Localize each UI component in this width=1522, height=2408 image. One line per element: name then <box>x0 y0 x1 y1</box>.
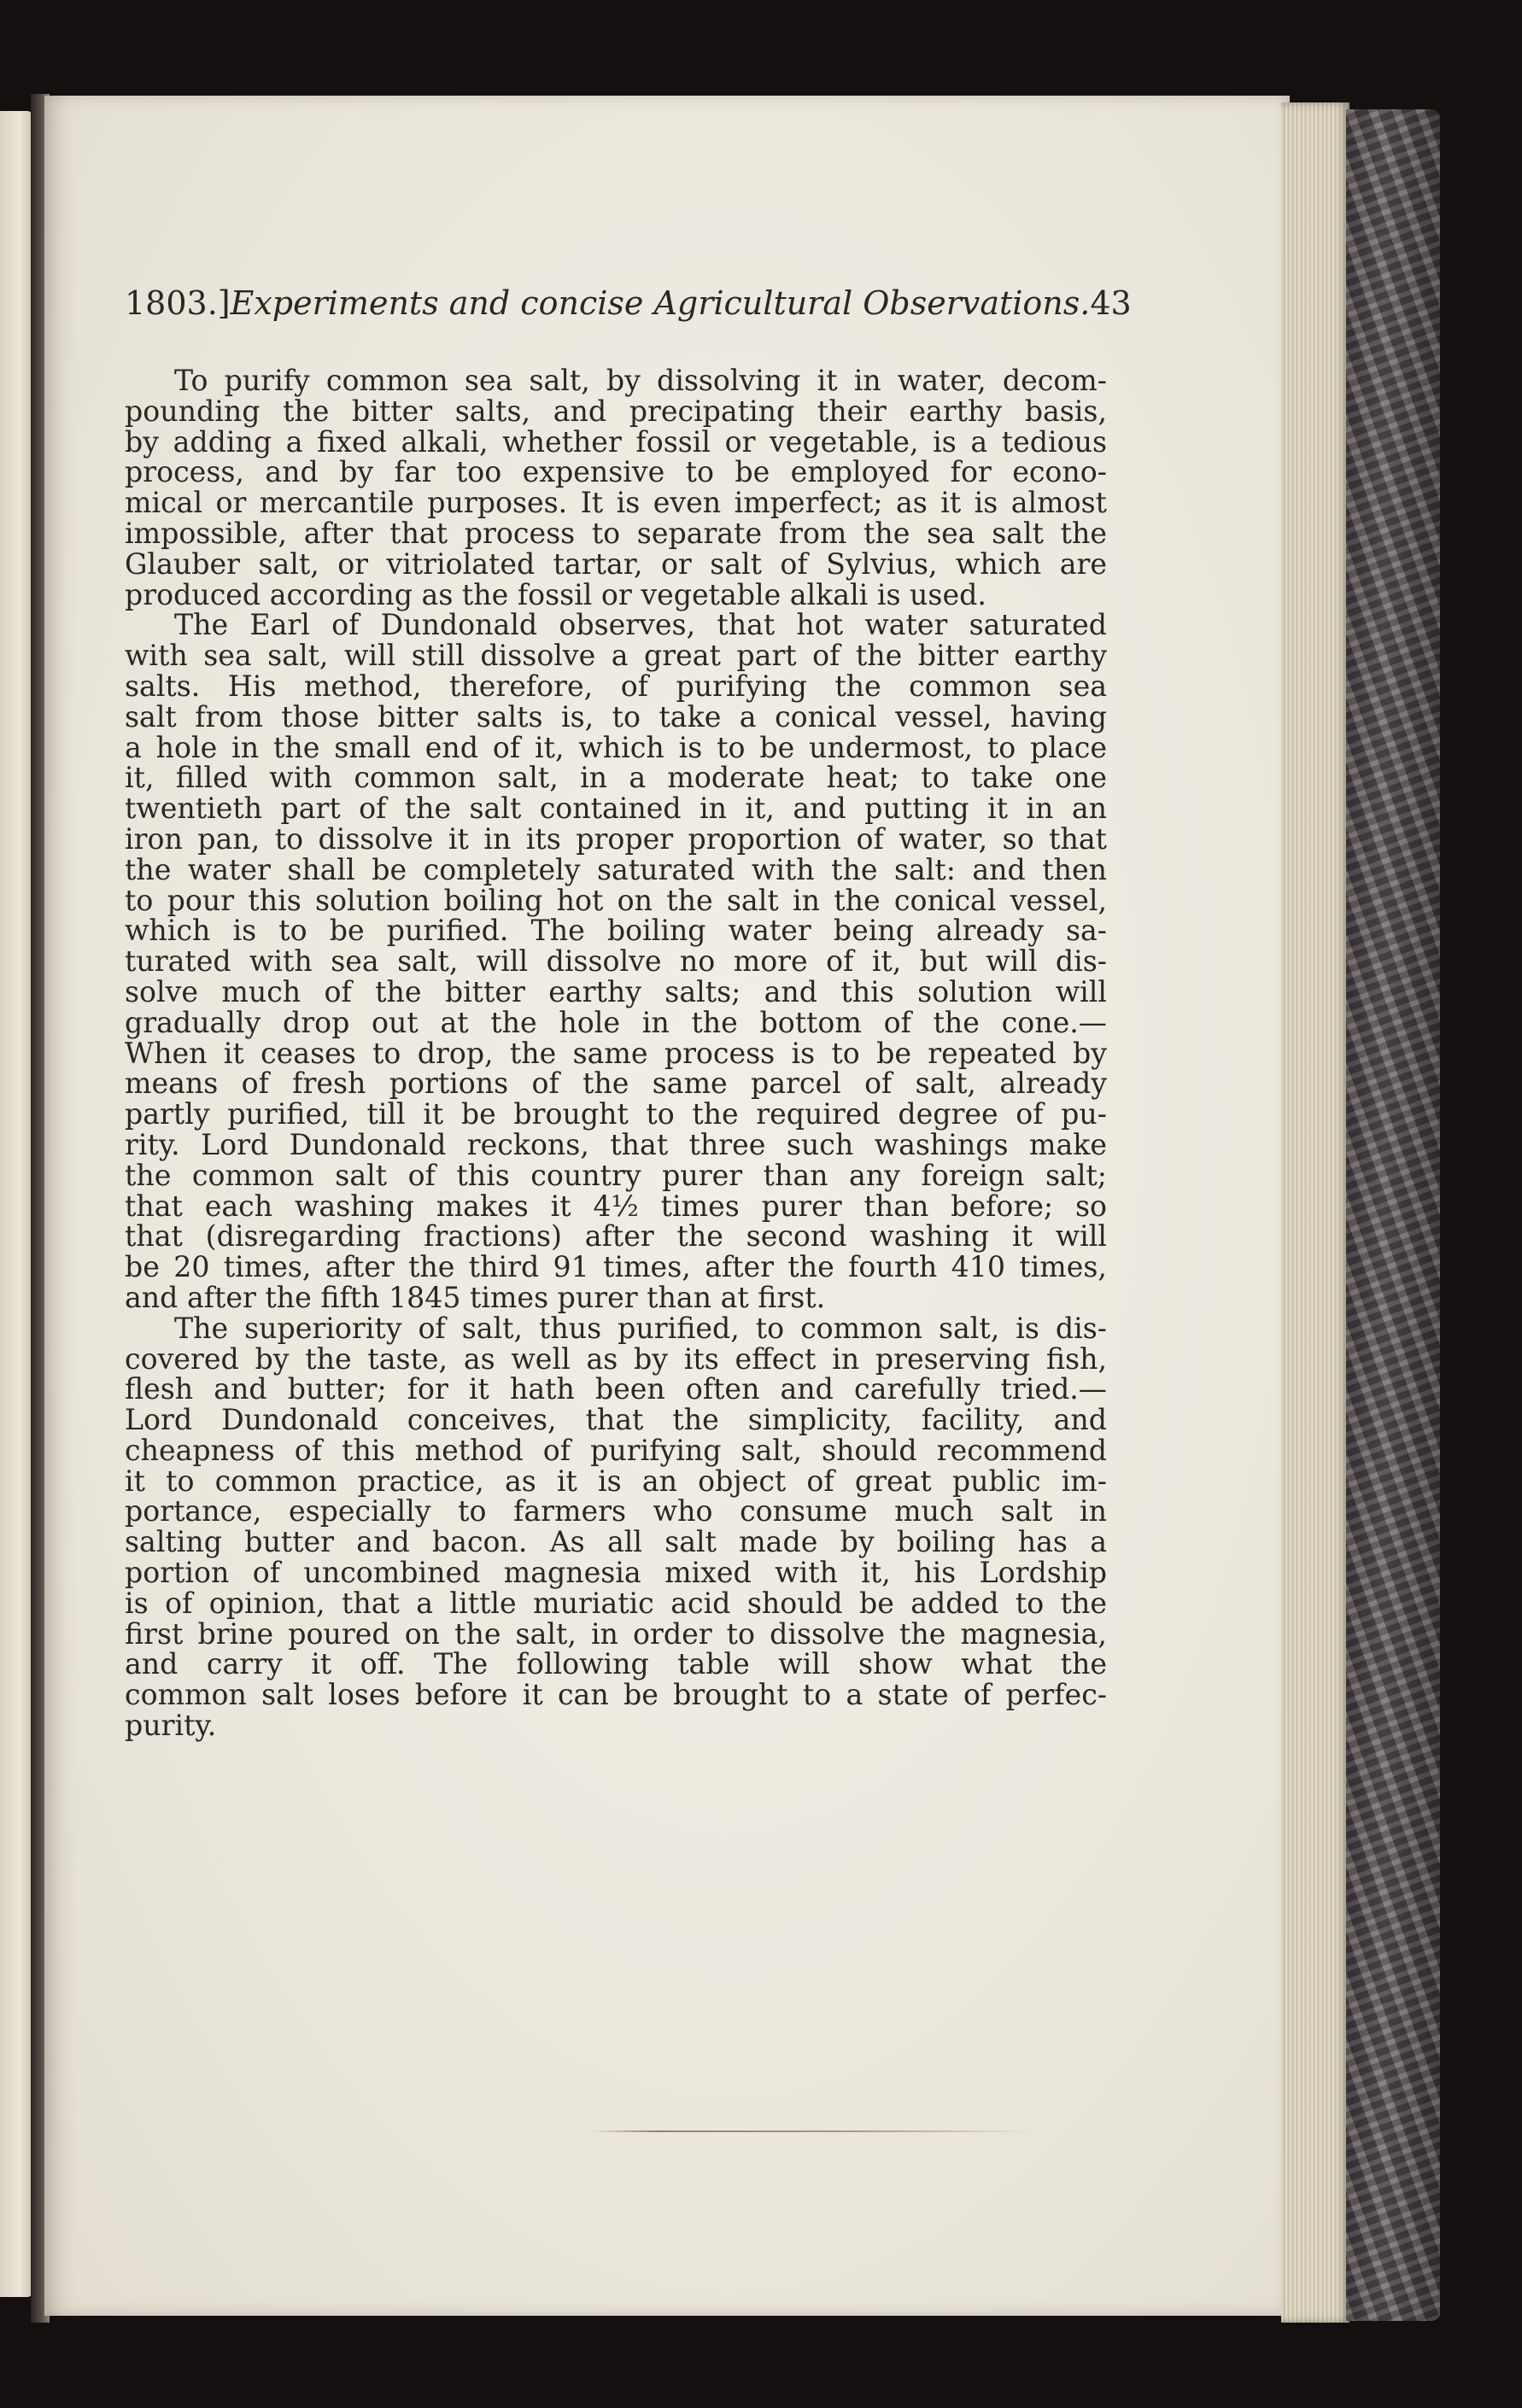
text-line: and after the fifth 1845 times purer than at first. <box>125 1280 826 1314</box>
text-line: common salt loses before it can be brought to a state of perfec- <box>125 1678 1107 1712</box>
marbled-cover-edge <box>1346 109 1440 2321</box>
text-line: that (disregarding fractions) after the second washing it will <box>125 1219 1107 1254</box>
text-line: iron pan, to dissolve it in its proper proportion of water, so that <box>125 821 1107 856</box>
text-line: a hole in the small end of it, which is to be undermost, to place <box>125 730 1107 764</box>
running-head-year: 1803.] <box>125 284 231 322</box>
text-line: twentieth part of the salt contained in it, and putting it in an <box>125 792 1107 826</box>
text-line: salt from those bitter salts is, to take a conical vessel, having <box>125 699 1107 734</box>
text-line: first brine poured on the salt, in order to dissolve the magnesia, <box>125 1616 1107 1651</box>
text-line: process, and by far too expensive to be employed for econo- <box>125 455 1107 489</box>
footer-rule <box>589 2130 1033 2132</box>
page-text <box>125 282 1132 1743</box>
text-line: rity. Lord Dundonald reckons, that three such washings make <box>125 1127 1107 1161</box>
text-line: mical or mercantile purposes. It is even imperfect; as it is almost <box>125 486 1107 520</box>
text-line: pounding the bitter salts, and precipating their earthy basis, <box>125 394 1107 428</box>
text-line: is of opinion, that a little muriatic acid should be added to the <box>125 1586 1107 1620</box>
running-head-title: Experiments and concise Agricultural Observations. <box>230 284 1091 322</box>
page-edges <box>1281 102 1349 2323</box>
text-line: with sea salt, will still dissolve a great part of the bitter earthy <box>125 639 1107 673</box>
text-line: by adding a fixed alkali, whether fossil or vegetable, is a tedious <box>125 424 1107 459</box>
text-line: means of fresh portions of the same parcel of salt, already <box>125 1067 1107 1101</box>
text-line: it to common practice, as it is an object of great public im- <box>125 1464 1107 1498</box>
text-line: partly purified, till it be brought to the required degree of pu- <box>125 1097 1107 1131</box>
text-line: the water shall be completely saturated with the salt: and then <box>125 852 1107 886</box>
page-number: 43 <box>1090 284 1132 322</box>
text-line: purity. <box>125 1709 217 1743</box>
text-line: flesh and butter; for it hath been often and carefully tried.— <box>125 1372 1107 1406</box>
text-line: which is to be purified. The boiling water being already sa- <box>125 914 1107 948</box>
body-text <box>125 365 1107 1741</box>
text-line: Glauber salt, or vitriolated tartar, or salt of Sylvius, which are <box>125 546 1107 581</box>
text-line: covered by the taste, as well as by its effect in preserving fish, <box>125 1341 1107 1376</box>
text-line: it, filled with common salt, in a moderate heat; to take one <box>125 761 1107 795</box>
running-head <box>125 282 1132 324</box>
facing-page-edge <box>0 111 32 2297</box>
text-line: When it ceases to drop, the same process is to be repeated by <box>125 1036 1107 1070</box>
text-line: The superiority of salt, thus purified, to common salt, is dis- <box>174 1311 1107 1345</box>
paragraph-3 <box>125 1313 1107 1741</box>
text-line: turated with sea salt, will dissolve no more of it, but will dis- <box>125 944 1107 979</box>
paragraph-1 <box>125 365 1107 610</box>
text-line: that each washing makes it 4½ times purer than before; so <box>125 1189 1107 1223</box>
text-line: portion of uncombined magnesia mixed with it, his Lordship <box>125 1556 1107 1590</box>
text-line: Lord Dundonald conceives, that the simplicity, facility, and <box>125 1403 1107 1437</box>
text-line: cheapness of this method of purifying salt, should recommend <box>125 1433 1107 1467</box>
text-line: impossible, after that process to separate from the sea salt the <box>125 516 1107 550</box>
text-line: the common salt of this country purer than any foreign salt; <box>125 1158 1107 1192</box>
text-line: To purify common sea salt, by dissolving it in water, decom- <box>174 364 1107 397</box>
text-line: solve much of the bitter earthy salts; and this solution will <box>125 974 1107 1008</box>
text-line: and carry it off. The following table will show what the <box>125 1647 1107 1681</box>
text-line: salts. His method, therefore, of purifying the common sea <box>125 669 1107 703</box>
text-line: produced according as the fossil or vegetable alkali is used. <box>125 577 986 611</box>
text-line: be 20 times, after the third 91 times, after the fourth 410 times, <box>125 1250 1107 1284</box>
text-line: to pour this solution boiling hot on the salt in the conical vessel, <box>125 883 1107 917</box>
text-line: The Earl of Dundonald observes, that hot water saturated <box>174 608 1107 642</box>
text-line: salting butter and bacon. As all salt made by boiling has a <box>125 1525 1107 1559</box>
text-line: portance, especially to farmers who consume much salt in <box>125 1494 1107 1528</box>
text-line: gradually drop out at the hole in the bottom of the cone.— <box>125 1005 1107 1039</box>
paragraph-2 <box>125 610 1107 1312</box>
